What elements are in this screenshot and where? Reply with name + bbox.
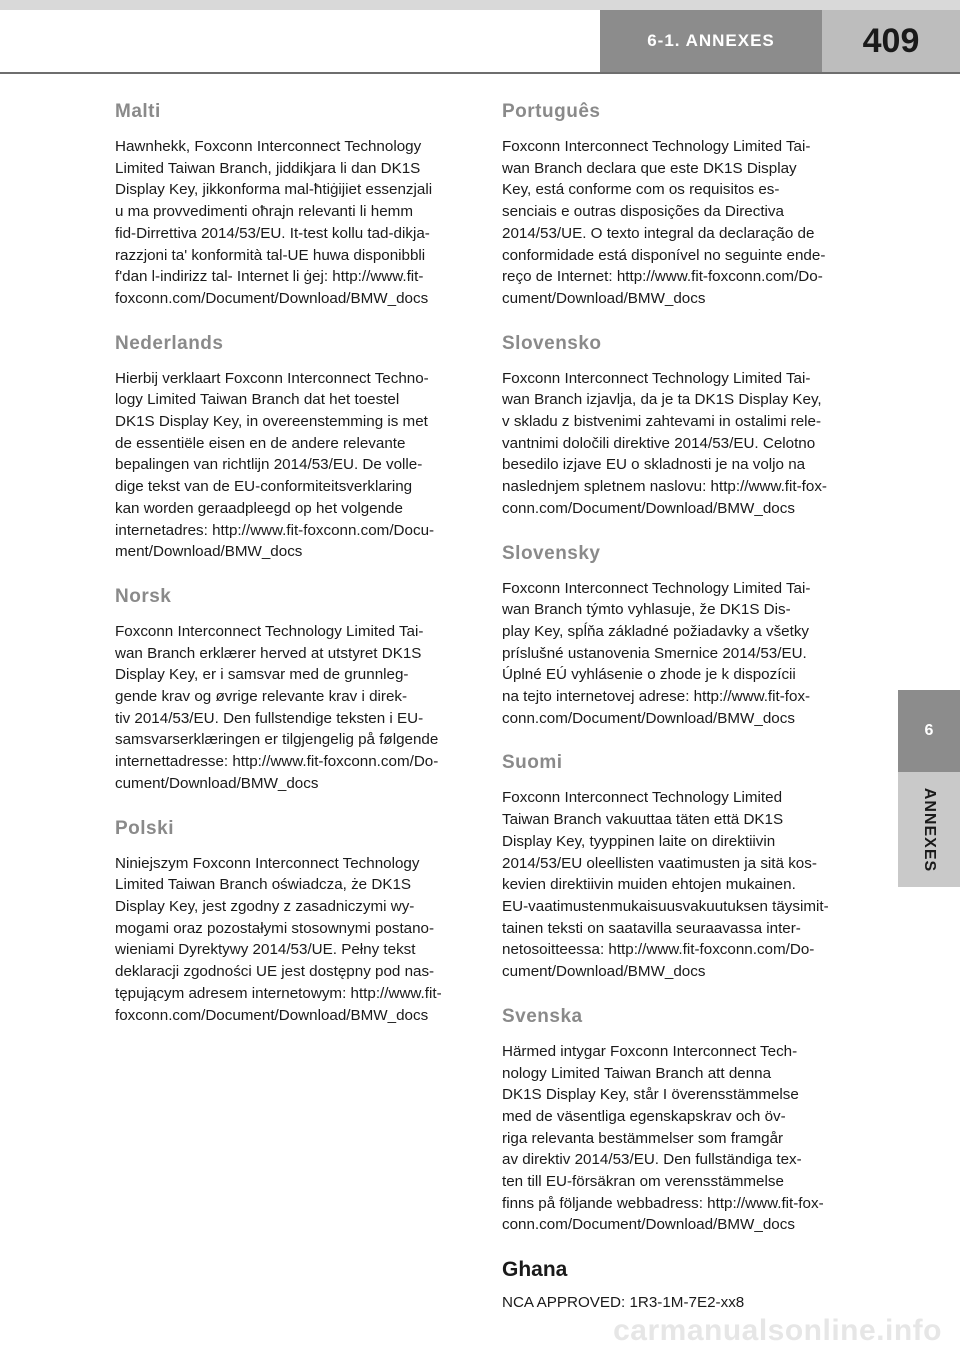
section-title: 6-1. ANNEXES bbox=[600, 10, 822, 72]
section-heading-norsk: Norsk bbox=[115, 585, 172, 607]
chapter-tab[interactable] bbox=[898, 772, 960, 887]
section-text-suomi: Foxconn Interconnect Technology Limited Taiwan Branch vakuuttaa täten että DK1S Display Key, tyyppinen laite on direktiivin 2014/53/EU oleellisten vaatimusten ja sitä kos- kevien direktiivin muiden ehtojen mukainen. EU-vaatimustenmukaisuusvakuutuksen täysimit- tainen teksti on saatavilla seuraavassa inter- netosoitteessa: http://www.fit-foxconn.com/Do- cument/Download/BMW_docs bbox=[502, 789, 829, 981]
header-strip bbox=[0, 0, 960, 10]
right-column bbox=[502, 98, 852, 1334]
section-heading-malti: Malti bbox=[115, 101, 161, 122]
header-divider bbox=[0, 72, 960, 74]
watermark-text: carmanualsonline.info bbox=[613, 1314, 942, 1347]
section-heading-slovensko: Slovensko bbox=[502, 332, 602, 354]
section-text-svenska: Härmed intygar Foxconn Interconnect Tech- nology Limited Taiwan Branch att denna DK1S Display Key, står I överensstämmelse med de väsentliga egenskapskrav och öv- riga relevanta bestämmelser som framgår av direktiv 2014/53/EU. Den fullständiga tex- ten till EU-försäkran om verensstämmelse finns på följande webbadress: http://www.fit-fox- conn.com/Document/Download/BMW_docs bbox=[502, 1042, 824, 1234]
section-heading-slovensky: Slovensky bbox=[502, 542, 601, 564]
left-column bbox=[115, 98, 465, 1046]
section-text-slovensky: Foxconn Interconnect Technology Limited Tai- wan Branch týmto vyhlasuje, že DK1S Dis- play Key, spĺňa základné požiadavky a všetky príslušné ustanovenia Smernice 2014/53/EU. Úplné EÚ vyhlásenie o zhode je k dispozícii na tejto internetovej adrese: http://www.fit-fox- conn.com/Document/Download/BMW_docs bbox=[502, 579, 811, 727]
chapter-tab-number[interactable]: 6 bbox=[898, 690, 960, 772]
section-heading-suomi: Suomi bbox=[502, 752, 563, 774]
section-heading-ghana: Ghana bbox=[502, 1258, 568, 1282]
section-text-ghana: NCA APPROVED: 1R3-1M-7E2-xx8 bbox=[502, 1294, 745, 1312]
page-header bbox=[0, 0, 960, 74]
page-number: 409 bbox=[822, 10, 960, 72]
section-text-norsk: Foxconn Interconnect Technology Limited Tai- wan Branch erklærer herved at utstyret DK1S Display Key, er i samsvar med de grunnleg- gende krav og øvrige relevante krav i direk- tiv 2014/53/EU. Den fullstendige teksten i EU- samsvarserklæringen er tilgjengelig på følgende internettadresse: http://www.fit-foxconn.com/Do- cument/Download/BMW_docs bbox=[115, 622, 439, 792]
section-heading-nederlands: Nederlands bbox=[115, 332, 224, 354]
section-text-nederlands: Hierbij verklaart Foxconn Interconnect Techno- logy Limited Taiwan Branch dat het toestel DK1S Display Key, in overeenstemming is met de essentiële eisen en de andere relevante bepalingen van richtlijn 2014/53/EU. De volle- dige tekst van de EU-conformiteitsverklaring kan worden geraadpleegd op het volgende internetadres: http://www.fit-foxconn.com/Docu- ment/Download/BMW_docs bbox=[115, 369, 435, 561]
section-text-polski: Niniejszym Foxconn Interconnect Technology Limited Taiwan Branch oświadcza, że DK1S Display Key, jest zgodny z zasadniczymi wy- mogami oraz pozostałymi stosownymi postano- wieniami Dyrektywy 2014/53/UE. Pełny tekst deklaracji zgodności UE jest dostępny pod nas- tępującym adresem internetowym: http://www.fit- foxconn.com/Document/Download/BMW_docs bbox=[115, 854, 442, 1024]
section-heading-polski: Polski bbox=[115, 817, 174, 839]
chapter-tab-label: ANNEXES bbox=[921, 787, 938, 872]
section-text-malti: Hawnhekk, Foxconn Interconnect Technology Limited Taiwan Branch, jiddikjara li dan DK1S Display Key, jikkonforma mal-ħtiġijiet essenzjali u ma provvedimenti oħrajn relevanti li hemm fid-Dirrettiva 2014/53/EU. It-test kollu tad-dikja- razzjoni ta' konformità tal-UE huwa disponibbli f'dan l-indirizz tal- Internet li ġej: http://www.fit- foxconn.com/Document/Download/BMW_docs bbox=[115, 138, 433, 307]
section-heading-portugues: Português bbox=[502, 101, 601, 122]
section-heading-svenska: Svenska bbox=[502, 1005, 583, 1027]
section-text-slovensko: Foxconn Interconnect Technology Limited Tai- wan Branch izjavlja, da je ta DK1S Display Key, v skladu z bistvenimi zahtevami in ostalimi rele- vantnimi določili direktive 2014/53/EU. Celotno besedilo izjave EU o skladnosti je na voljo na naslednjem spletnem naslovu: http://www.fit-fox- conn.com/Document/Download/BMW_docs bbox=[502, 369, 827, 517]
section-text-portugues: Foxconn Interconnect Technology Limited Tai- wan Branch declara que este DK1S Display Key, está conforme com os requisitos es- senciais e outras disposições da Directiva 2014/53/UE. O texto integral da declaração de conformidade está disponível no seguinte ende- reço de Internet: http://www.fit-foxconn.com/Do- cument/Download/BMW_docs bbox=[502, 138, 826, 307]
